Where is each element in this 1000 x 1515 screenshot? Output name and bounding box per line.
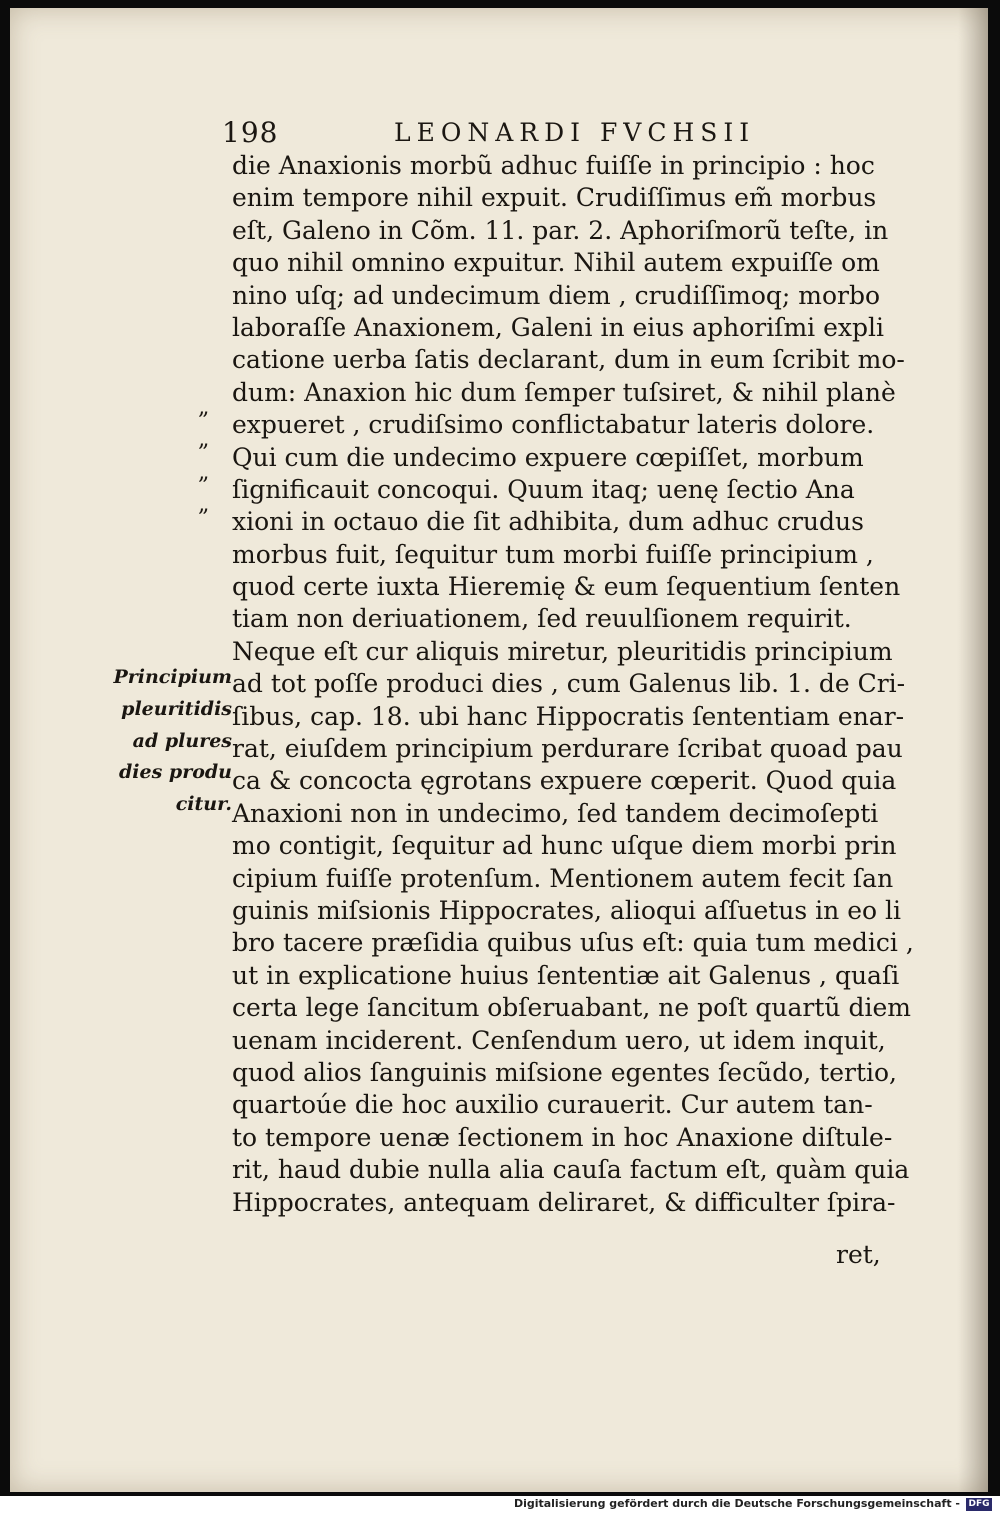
text-line: nino uſq; ad undecimum diem , crudiſſimoq; morbo	[232, 280, 881, 310]
text-line: Neque eſt cur aliquis miretur, pleuritidis principium	[232, 636, 893, 666]
text-line: ſibus, cap. 18. ubi hanc Hippocratis ſententiam enar-	[232, 701, 905, 731]
catchword: ret,	[836, 1240, 881, 1269]
text-line: ut in explicatione huius ſententiæ ait Galenus , quaſi	[232, 960, 900, 990]
text-line: uenam inciderent. Cenſendum uero, ut idem inquit,	[232, 1025, 886, 1055]
author-running-title: LEONARDI FVCHSII	[394, 118, 756, 147]
quote-mark: „	[198, 459, 210, 485]
page-number: 198	[222, 116, 279, 149]
text-line: xioni in octauo die ſit adhibita, dum adhuc crudus	[232, 507, 864, 537]
quote-mark: „	[198, 395, 210, 420]
quote-mark: „	[198, 492, 210, 518]
text-line: cipium fuiſſe protenſum. Mentionem autem fecit ſan	[232, 863, 894, 893]
text-line: guinis miſsionis Hippocrates, alioqui aſſuetus in eo li	[232, 895, 902, 925]
marginal-note-line: citur.	[175, 793, 232, 816]
marginal-note-line: pleuritidis	[121, 697, 232, 720]
text-line: certa lege ſancitum obſeruabant, ne poſt quartũ diem	[232, 993, 911, 1023]
text-line: ca & concocta ęgrotans expuere cœperit. Quod quia	[232, 766, 897, 796]
main-text-block	[232, 150, 914, 1219]
text-line: quod certe iuxta Hieremię & eum ſequentium ſenten	[232, 572, 901, 602]
marginal-note-line: ad plures	[132, 729, 232, 752]
text-line: quartoúe die hoc auxilio curauerit. Cur autem tan-	[232, 1090, 873, 1120]
running-head	[222, 112, 872, 152]
text-line: mo contigit, ſequitur ad hunc uſque diem morbi prin	[232, 831, 897, 861]
text-line: enim tempore nihil expuit. Crudiſſimus em̃ morbus	[232, 183, 877, 213]
marginal-note-line: Principium	[113, 666, 232, 688]
text-line: rit, haud dubie nulla alia cauſa factum eſt, quàm quia	[232, 1155, 910, 1185]
digitization-credit: Digitalisierung gefördert durch die Deutsche Forschungsgemeinschaft -	[513, 1497, 960, 1510]
text-line: ſignificauit concoqui. Quum itaq; uenę ſectio Ana	[232, 474, 855, 504]
text-line: morbus fuit, ſequitur tum morbi fuiſſe principium ,	[232, 539, 874, 569]
text-line: to tempore uenæ ſectionem in hoc Anaxione diſtule-	[232, 1122, 893, 1152]
quote-mark: „	[198, 427, 210, 453]
text-line: dum: Anaxion hic dum ſemper tuſsiret, & nihil planè	[232, 377, 896, 407]
quotation-marks-column	[198, 392, 209, 522]
text-line: quod alios ſanguinis miſsione egentes ſecũdo, tertio,	[232, 1057, 897, 1087]
text-line: Anaxioni non in undecimo, ſed tandem decimoſepti	[232, 798, 879, 828]
text-line: catione uerba ſatis declarant, dum in eum ſcribit mo-	[232, 345, 905, 375]
marginal-note-line: dies produ	[119, 761, 232, 784]
marginal-note	[108, 662, 232, 821]
text-line: ad tot poſſe produci dies , cum Galenus lib. 1. de Cri-	[232, 669, 906, 699]
dfg-logo: DFG	[966, 1498, 992, 1511]
text-line: Hippocrates, antequam deliraret, & difficulter ſpira-	[232, 1187, 896, 1217]
page-edge-shadow	[958, 8, 988, 1492]
text-line: quo nihil omnino expuitur. Nihil autem expuiſſe om	[232, 248, 880, 278]
text-line: Qui cum die undecimo expuere cœpiſſet, morbum	[232, 442, 864, 472]
text-line: laboraſſe Anaxionem, Galeni in eius aphoriſmi expli	[232, 312, 884, 342]
text-line: rat, eiuſdem principium perdurare ſcribat quoad pau	[232, 734, 903, 764]
text-line: die Anaxionis morbũ adhuc fuiſſe in principio : hoc	[232, 151, 875, 180]
text-line: bro tacere præſidia quibus uſus eſt: quia tum medici ,	[232, 928, 914, 958]
text-line: tiam non deriuationem, ſed reuulſionem requirit.	[232, 604, 852, 634]
text-line: expueret , crudiſsimo conflictabatur lateris dolore.	[232, 410, 875, 440]
text-line: eſt, Galeno in Cõm. 11. par. 2. Aphoriſmorũ teſte, in	[232, 215, 889, 245]
